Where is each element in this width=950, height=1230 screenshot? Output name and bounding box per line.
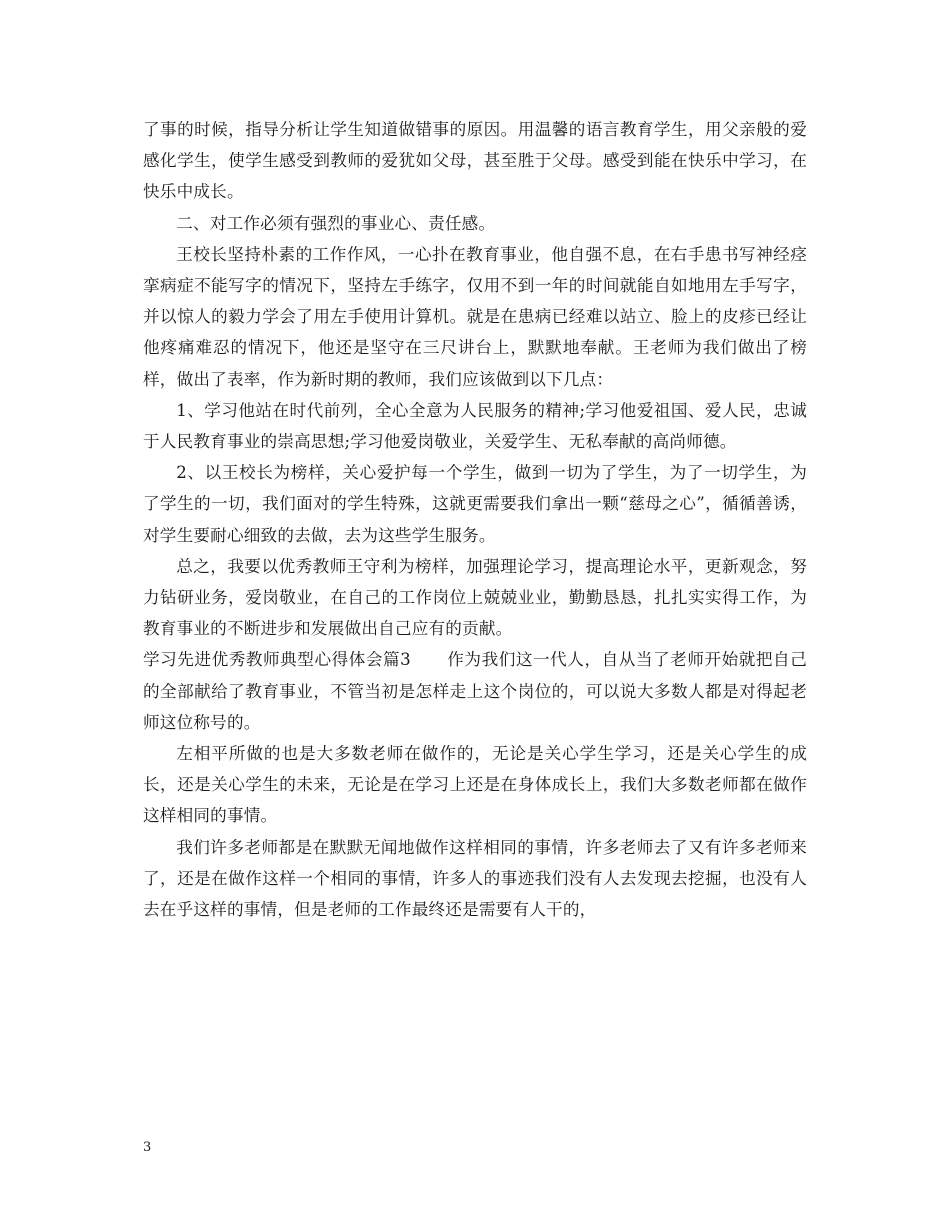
section-text: 作为我们这一代人，自从当了老师开始就把自己的全部献给了教育事业，不管当初是怎样走上这个岗位的，可以说大多数人都是对得起老师这位称号的。 bbox=[143, 650, 807, 732]
page-number: 3 bbox=[143, 1140, 152, 1155]
paragraph-2: 二、对工作必须有强烈的事业心、责任感。 bbox=[176, 213, 496, 233]
paragraph-3: 王校长坚持朴素的工作作风，一心扑在教育事业，他自强不息，在右手患书写神经痉挛病症不能写字的情况下，坚持左手练字，仅用不到一年的时间就能自如地用左手写字，并以惊人的毅力学会了用左手使用计算机。就是在患病已经难以站立、脸上的皮疹已经让他疼痛难忍的情况下，他还是坚守在三尺讲台上，默默地奉献。王老师为我们做出了榜样，做出了表率，作为新时期的教师，我们应该做到以下几点： bbox=[143, 244, 807, 389]
paragraph-5: 2、以王校长为榜样，关心爱护每一个学生，做到一切为了学生，为了一切学生，为了学生的一切，我们面对的学生特殊，这就更需要我们拿出一颗“慈母之心”，循循善诱，对学生要耐心细致的去做，去为这些学生服务。 bbox=[143, 463, 807, 545]
paragraph-6: 总之，我要以优秀教师王守利为榜样，加强理论学习，提高理论水平，更新观念，努力钻研业务，爱岗敬业，在自己的工作岗位上兢兢业业，勤勤恳恳，扎扎实实得工作，为教育事业的不断进步和发展做出自己应有的贡献。 bbox=[143, 556, 807, 639]
section-paragraph bbox=[143, 644, 807, 738]
body-text bbox=[143, 114, 807, 925]
section-heading: 学习先进优秀教师典型心得体会篇3 bbox=[143, 650, 411, 670]
paragraph-8: 我们许多老师都是在默默无闻地做作这样相同的事情，许多老师去了又有许多老师来了，还是在做作这样一个相同的事情，许多人的事迹我们没有人去发现去挖掘，也没有人去在乎这样的事情，但是老师的工作最终还是需要有人干的， bbox=[143, 837, 807, 920]
paragraph-7: 左相平所做的也是大多数老师在做作的，无论是关心学生学习，还是关心学生的成长，还是关心学生的未来，无论是在学习上还是在身体成长上，我们大多数老师都在做作这样相同的事情。 bbox=[143, 744, 807, 826]
paragraph-4: 1、学习他站在时代前列，全心全意为人民服务的精神;学习他爱祖国、爱人民，忠诚于人民教育事业的崇高思想;学习他爱岗敬业，关爱学生、无私奉献的高尚师德。 bbox=[143, 400, 807, 452]
paragraph-1: 了事的时候，指导分析让学生知道做错事的原因。用温馨的语言教育学生，用父亲般的爱感化学生，使学生感受到教师的爱犹如父母，甚至胜于父母。感受到能在快乐中学习，在快乐中成长。 bbox=[143, 120, 807, 202]
